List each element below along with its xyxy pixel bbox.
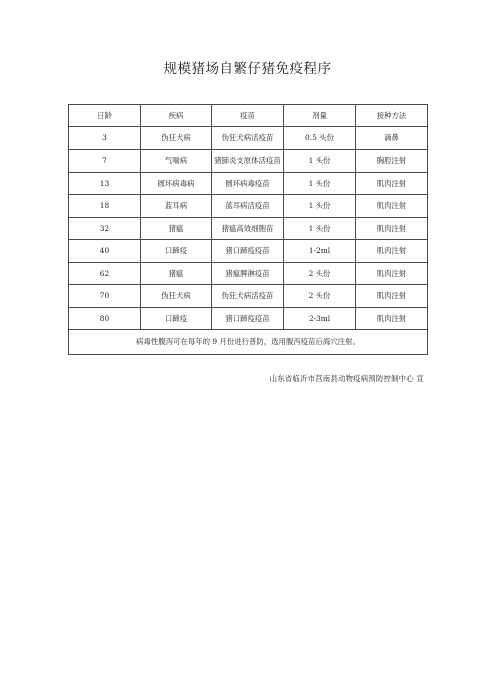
table-body [69,127,428,355]
cell-disease: 圆环病毒病 [141,172,212,195]
header-dose: 剂量 [284,105,356,127]
cell-dose: 1 头份 [284,195,356,218]
cell-disease: 伪狂犬病 [141,127,212,150]
table-row [69,240,428,263]
cell-disease: 口蹄疫 [141,307,212,330]
table-row [69,262,428,285]
cell-method: 肌肉注射 [356,307,428,330]
cell-disease: 伪狂犬病 [141,285,212,308]
cell-method: 肌肉注射 [356,240,428,263]
cell-vaccine: 猪口蹄疫疫苗 [212,240,284,263]
cell-vaccine: 猪瘟高效细胞苗 [212,217,284,240]
cell-vaccine: 伪狂犬病活疫苗 [212,285,284,308]
cell-dose: 2 头份 [284,262,356,285]
cell-day: 40 [69,240,141,263]
cell-vaccine: 蓝耳病活疫苗 [212,195,284,218]
cell-disease: 蓝耳病 [141,195,212,218]
cell-method: 肌肉注射 [356,195,428,218]
cell-day: 70 [69,285,141,308]
header-disease: 疾病 [141,105,212,127]
table-row [69,127,428,150]
cell-day: 80 [69,307,141,330]
cell-method: 胸腔注射 [356,149,428,172]
cell-dose: 2-3ml [284,307,356,330]
cell-vaccine: 伪狂犬病活疫苗 [212,127,284,150]
cell-day: 18 [69,195,141,218]
cell-method: 滴鼻 [356,127,428,150]
table-header [69,105,428,127]
header-vaccine: 疫苗 [212,105,284,127]
table-row [69,217,428,240]
cell-dose: 1 头份 [284,217,356,240]
cell-dose: 1 头份 [284,172,356,195]
table-note: 病毒性腹泻可在每年的 9 月份进行普防，选用腹泻疫苗后海穴注射。 [69,330,428,355]
cell-day: 32 [69,217,141,240]
cell-method: 肌肉注射 [356,262,428,285]
cell-method: 肌肉注射 [356,172,428,195]
cell-dose: 1 头份 [284,149,356,172]
header-method: 接种方法 [356,105,428,127]
page-title: 规模猪场自繁仔猪免疫程序 [163,61,332,77]
cell-disease: 气喘病 [141,149,212,172]
cell-method: 肌肉注射 [356,217,428,240]
table-row [69,307,428,330]
header-day: 日龄 [69,105,141,127]
cell-disease: 猪瘟 [141,217,212,240]
cell-day: 13 [69,172,141,195]
cell-dose: 1-2ml [284,240,356,263]
cell-vaccine: 猪瘟脾淋疫苗 [212,262,284,285]
table-row [69,149,428,172]
table-row [69,285,428,308]
cell-vaccine: 猪口蹄疫疫苗 [212,307,284,330]
cell-method: 肌肉注射 [356,285,428,308]
table-row [69,195,428,218]
cell-dose: 0.5 头份 [284,127,356,150]
cell-day: 62 [69,262,141,285]
cell-disease: 口蹄疫 [141,240,212,263]
cell-vaccine: 猪肺炎支原体活疫苗 [212,149,284,172]
immunization-schedule-table [68,104,428,355]
cell-disease: 猪瘟 [141,262,212,285]
cell-day: 3 [69,127,141,150]
note-row [69,330,428,355]
cell-dose: 2 头份 [284,285,356,308]
footer-credit: 山东省临沂市莒南县动物疫病预防控制中心 宣 [269,374,424,383]
cell-day: 7 [69,149,141,172]
table-row [69,172,428,195]
cell-vaccine: 圆环病毒疫苗 [212,172,284,195]
header-row [69,105,428,127]
